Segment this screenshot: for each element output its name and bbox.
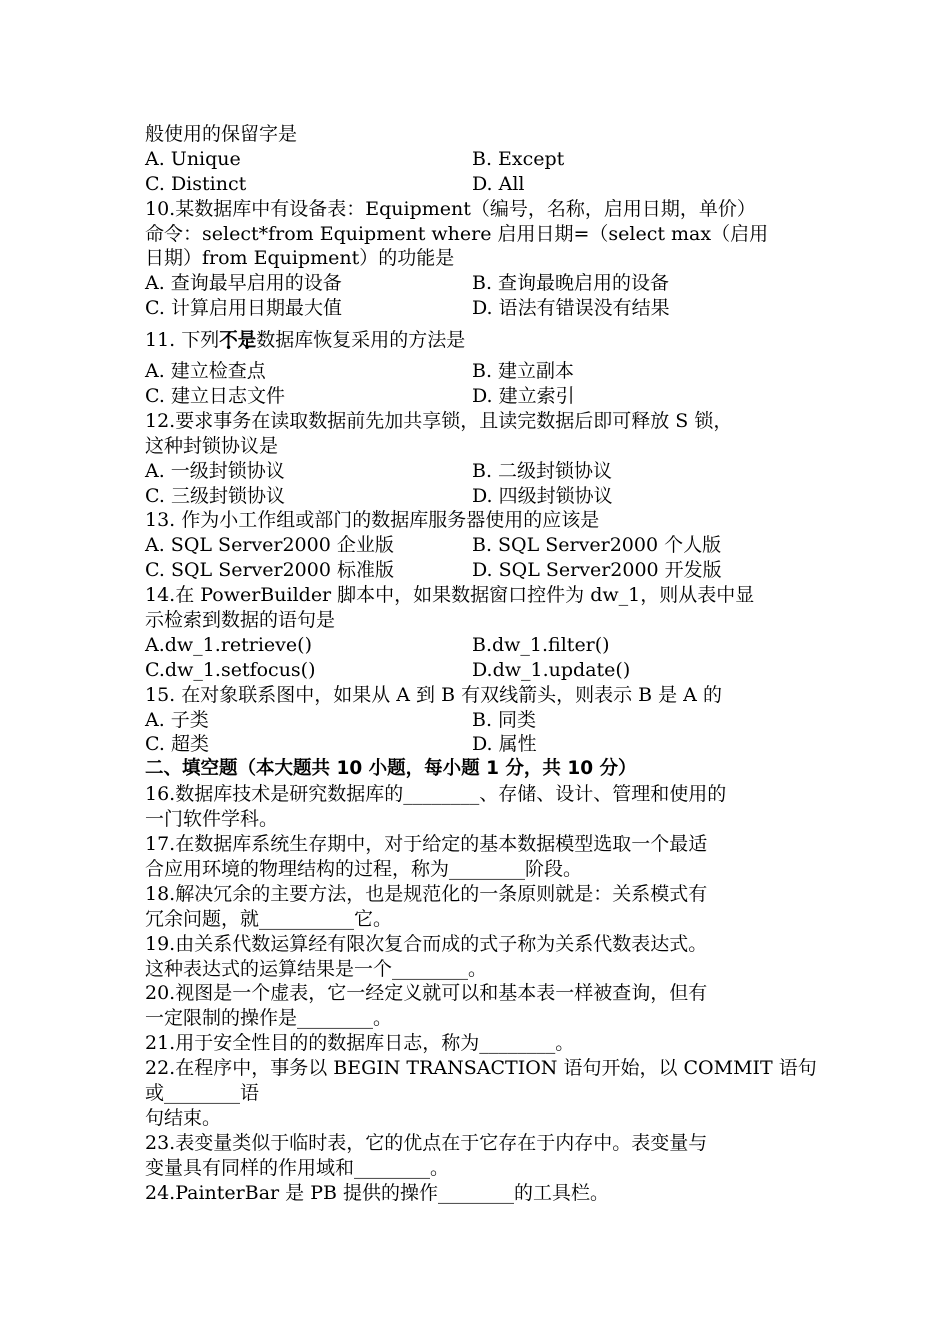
option-row bbox=[145, 271, 815, 296]
question-22-cont: 或________语 bbox=[145, 1081, 260, 1104]
question-16: 16.数据库技术是研究数据库的________、存储、设计、管理和使用的 bbox=[145, 783, 727, 806]
option-row bbox=[145, 658, 815, 683]
question-17-cont: 合应用环境的物理结构的过程，称为________阶段。 bbox=[145, 857, 583, 880]
question-17: 17.在数据库系统生存期中，对于给定的基本数据模型选取一个最适 bbox=[145, 833, 708, 856]
question-20: 20.视图是一个虚表，它一经定义就可以和基本表一样被查询，但有 bbox=[145, 982, 708, 1005]
option-d: D. 建立索引 bbox=[472, 385, 575, 408]
option-b: B. Except bbox=[472, 147, 565, 170]
option-c: C. 超类 bbox=[145, 733, 209, 756]
option-row bbox=[145, 296, 815, 321]
question-15: 15. 在对象联系图中，如果从 A 到 B 有双线箭头，则表示 B 是 A 的 bbox=[145, 683, 722, 706]
question-21: 21.用于安全性目的的数据库日志，称为________。 bbox=[145, 1032, 575, 1055]
option-row bbox=[145, 172, 815, 197]
emphasis-text: 不 bbox=[219, 330, 238, 352]
option-a: A. 子类 bbox=[145, 708, 209, 731]
question-10: 10.某数据库中有设备表：Equipment（编号，名称，启用日期，单价） bbox=[145, 197, 756, 220]
option-b: B. 同类 bbox=[472, 708, 537, 731]
option-c: C. 三级封锁协议 bbox=[145, 484, 285, 507]
text-line: 般使用的保留字是 bbox=[145, 123, 298, 145]
option-c: C. SQL Server2000 标准版 bbox=[145, 559, 394, 582]
question-14: 14.在 PowerBuilder 脚本中，如果数据窗口控件为 dw_1，则从表中显 bbox=[145, 584, 755, 607]
question-24: 24.PainterBar 是 PB 提供的操作________的工具栏。 bbox=[145, 1181, 609, 1204]
option-row bbox=[145, 359, 815, 384]
option-d: D. SQL Server2000 开发版 bbox=[472, 559, 722, 582]
option-row bbox=[145, 558, 815, 583]
option-row bbox=[145, 533, 815, 558]
option-row bbox=[145, 459, 815, 484]
question-22-cont: 句结束。 bbox=[145, 1106, 222, 1129]
option-a: A. 一级封锁协议 bbox=[145, 459, 285, 482]
question-23: 23.表变量类似于临时表，它的优点在于它存在于内存中。表变量与 bbox=[145, 1131, 708, 1154]
option-a: A. Unique bbox=[145, 147, 241, 170]
question-13: 13. 作为小工作组或部门的数据库服务器使用的应该是 bbox=[145, 509, 600, 532]
option-a: A. 建立检查点 bbox=[145, 360, 266, 383]
option-c: C. Distinct bbox=[145, 172, 247, 195]
question-18-cont: 冗余问题，就__________它。 bbox=[145, 907, 393, 930]
option-b: B.dw_1.filter() bbox=[472, 633, 610, 656]
option-b: B. 二级封锁协议 bbox=[472, 459, 613, 482]
question-11-prefix: 11. 下列 bbox=[145, 329, 220, 352]
question-10-cont: 命令：select*from Equipment where 启用日期=（select max（启用 bbox=[145, 222, 769, 245]
question-18: 18.解决冗余的主要方法，也是规范化的一条原则就是：关系模式有 bbox=[145, 882, 708, 905]
question-11-suffix: 数据库恢复采用的方法是 bbox=[256, 329, 466, 352]
option-d: D. 属性 bbox=[472, 733, 537, 756]
option-d: D. 语法有错误没有结果 bbox=[472, 297, 670, 320]
question-22: 22.在程序中，事务以 BEGIN TRANSACTION 语句开始，以 COMMIT 语句 bbox=[145, 1057, 817, 1080]
option-row bbox=[145, 633, 815, 658]
option-row bbox=[145, 384, 815, 409]
emphasis-text: 是 bbox=[237, 330, 257, 352]
option-row bbox=[145, 147, 815, 172]
option-b: B. 查询最晚启用的设备 bbox=[472, 272, 670, 295]
question-16-cont: 一门软件学科。 bbox=[145, 808, 279, 831]
question-20-cont: 一定限制的操作是________。 bbox=[145, 1007, 393, 1030]
question-10-cont: 日期）from Equipment）的功能是 bbox=[145, 247, 455, 270]
question-19: 19.由关系代数运算经有限次复合而成的式子称为关系代数表达式。 bbox=[145, 932, 708, 955]
option-c: C.dw_1.setfocus() bbox=[145, 658, 316, 681]
option-row bbox=[145, 732, 815, 757]
option-d: D. All bbox=[472, 172, 525, 195]
question-14-cont: 示检索到数据的语句是 bbox=[145, 609, 336, 632]
option-b: B. 建立副本 bbox=[472, 360, 575, 383]
exam-page bbox=[145, 122, 815, 1205]
option-a: A. 查询最早启用的设备 bbox=[145, 272, 342, 295]
question-12-cont: 这种封锁协议是 bbox=[145, 434, 279, 457]
section-heading: 二、填空题（本大题共 10 小题，每小题 1 分，共 10 分） bbox=[145, 758, 637, 780]
option-a: A. SQL Server2000 企业版 bbox=[145, 534, 394, 557]
option-b: B. SQL Server2000 个人版 bbox=[472, 534, 722, 557]
question-12: 12.要求事务在读取数据前先加共享锁，且读完数据后即可释放 S 锁， bbox=[145, 409, 733, 432]
question-19-cont: 这种表达式的运算结果是一个________。 bbox=[145, 957, 488, 980]
option-d: D.dw_1.update() bbox=[472, 658, 631, 681]
option-a: A.dw_1.retrieve() bbox=[145, 633, 312, 656]
option-d: D. 四级封锁协议 bbox=[472, 484, 613, 507]
option-row bbox=[145, 484, 815, 509]
option-row bbox=[145, 708, 815, 733]
question-23-cont: 变量具有同样的作用域和________。 bbox=[145, 1156, 450, 1179]
option-c: C. 建立日志文件 bbox=[145, 385, 285, 408]
option-c: C. 计算启用日期最大值 bbox=[145, 297, 342, 320]
question-11 bbox=[145, 321, 815, 359]
